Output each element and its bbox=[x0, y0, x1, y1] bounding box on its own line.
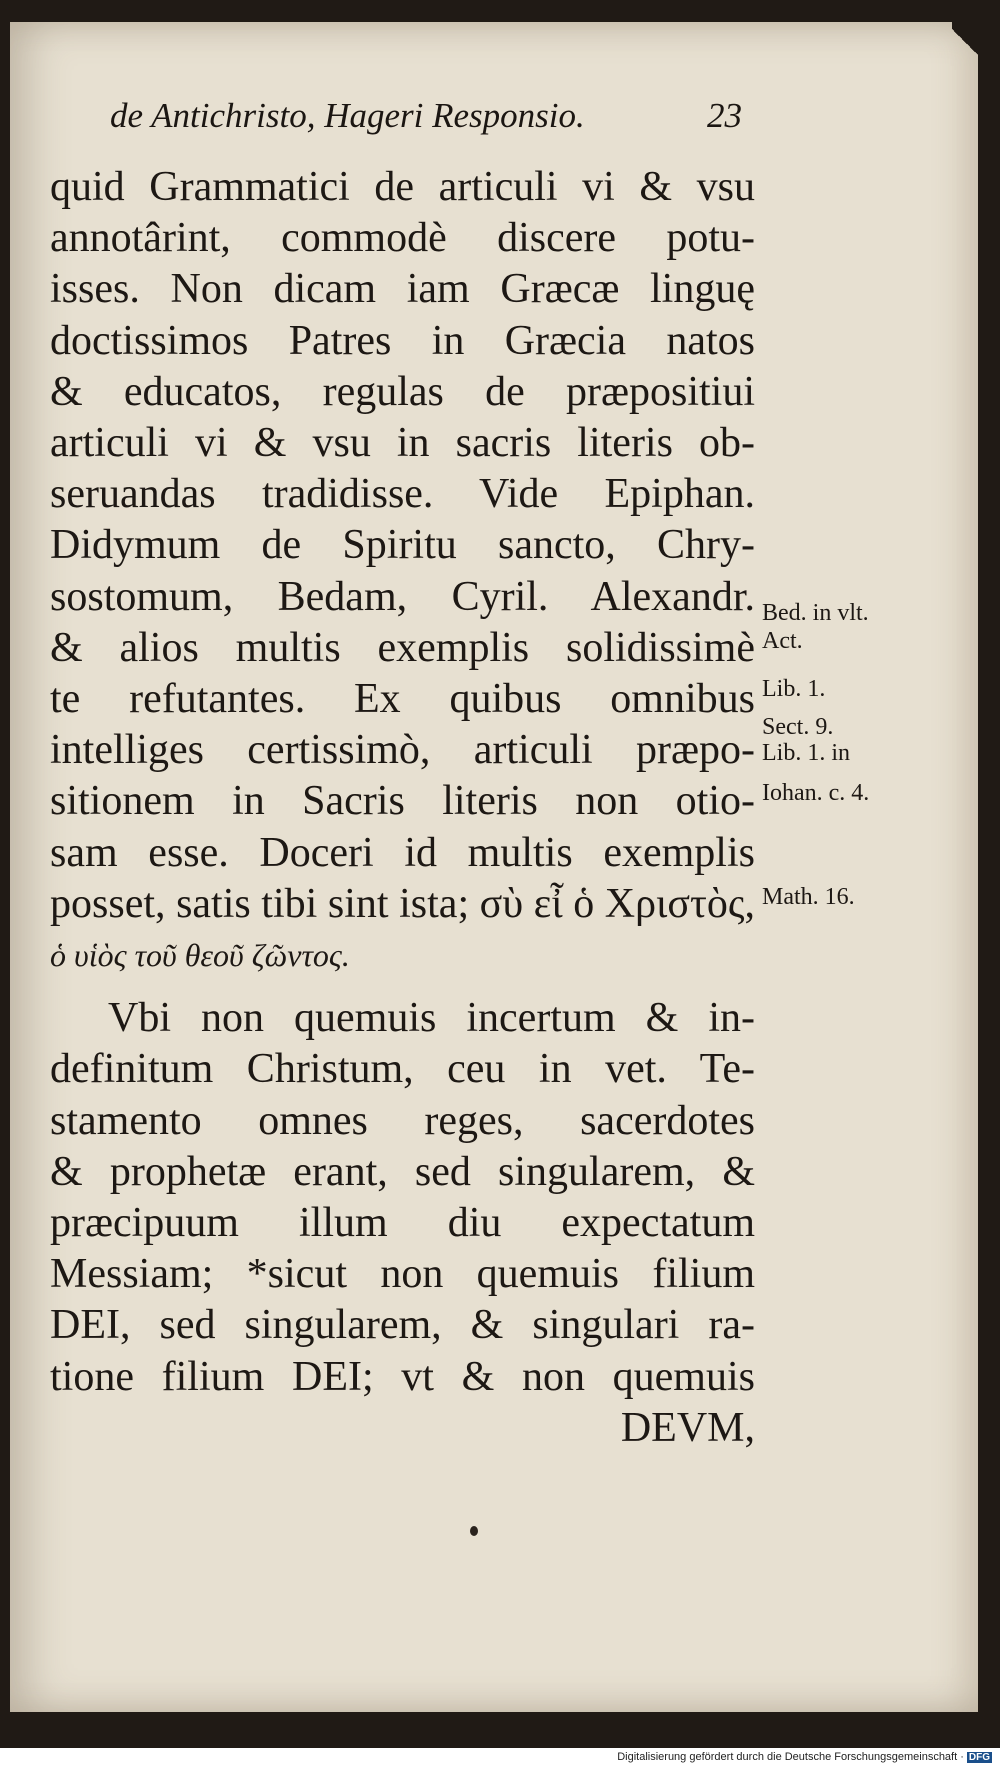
credit-text: Digitalisierung gefördert durch die Deutsche Forschungsgemeinschaft · bbox=[617, 1751, 964, 1763]
margin-note: Lib. 1. bbox=[762, 676, 826, 702]
margin-note: Bed. in vlt. bbox=[762, 600, 869, 626]
text-line: Messiam; *sicut non quemuis filium bbox=[50, 1251, 755, 1298]
signature-mark bbox=[470, 1526, 478, 1536]
text-line: stamento omnes reges, sacerdotes bbox=[50, 1097, 755, 1144]
text-line: quid Grammatici de articuli vi & vsu bbox=[50, 164, 755, 210]
text-line: posset, satis tibi sint ista; σὺ εἶ ὁ Χριστὸς, bbox=[50, 880, 755, 927]
text-line: & prophetæ erant, sed singularem, & bbox=[50, 1148, 755, 1195]
main-text bbox=[50, 162, 755, 1454]
text-line: isses. Non dicam iam Græcæ linguę bbox=[50, 266, 755, 313]
text-line: doctissimos Patres in Græcia natos bbox=[50, 317, 755, 364]
text-line: sostomum, Bedam, Cyril. Alexandr. bbox=[50, 573, 755, 620]
digitization-credit bbox=[617, 1751, 992, 1763]
page-number: 23 bbox=[707, 96, 742, 135]
text-line: Didymum de Spiritu sancto, Chry- bbox=[50, 522, 755, 569]
text-line: DEI, sed singularem, & singulari ra- bbox=[50, 1302, 755, 1349]
margin-note: Act. bbox=[762, 628, 803, 654]
text-line: & alios multis exemplis solidissimè bbox=[50, 624, 755, 671]
catchword: DEVM, bbox=[620, 1404, 755, 1451]
text-line: Vbi non quemuis incertum & in- bbox=[108, 995, 755, 1042]
text-line: tione filium DEI; vt & non quemuis bbox=[50, 1353, 755, 1400]
text-line: annotârint, commodè discere potu- bbox=[50, 215, 755, 262]
margin-note: Math. 16. bbox=[762, 884, 855, 910]
dfg-logo: DFG bbox=[968, 1752, 990, 1763]
greek-quote-line: ὁ υἱὸς τοῦ θεοῦ ζῶντος. bbox=[50, 937, 350, 974]
text-line: intelliges certissimò, articuli præpo- bbox=[50, 727, 755, 774]
text-line: articuli vi & vsu in sacris literis ob- bbox=[50, 420, 755, 467]
margin-note: Sect. 9. bbox=[762, 714, 834, 740]
text-line: te refutantes. Ex quibus omnibus bbox=[50, 676, 755, 723]
text-line: sam esse. Doceri id multis exemplis bbox=[50, 829, 755, 876]
text-line: definitum Christum, ceu in vet. Te- bbox=[50, 1046, 755, 1093]
margin-note: Lib. 1. in bbox=[762, 740, 850, 766]
paragraph-gap bbox=[50, 981, 755, 993]
text-line: & educatos, regulas de præpositiui bbox=[50, 368, 755, 415]
text-line: sitionem in Sacris literis non otio- bbox=[50, 778, 755, 825]
running-head: de Antichristo, Hageri Responsio. bbox=[110, 96, 585, 135]
text-line: præcipuum illum diu expectatum bbox=[50, 1200, 755, 1247]
text-line: seruandas tradidisse. Vide Epiphan. bbox=[50, 471, 755, 518]
margin-note: Iohan. c. 4. bbox=[762, 780, 870, 806]
